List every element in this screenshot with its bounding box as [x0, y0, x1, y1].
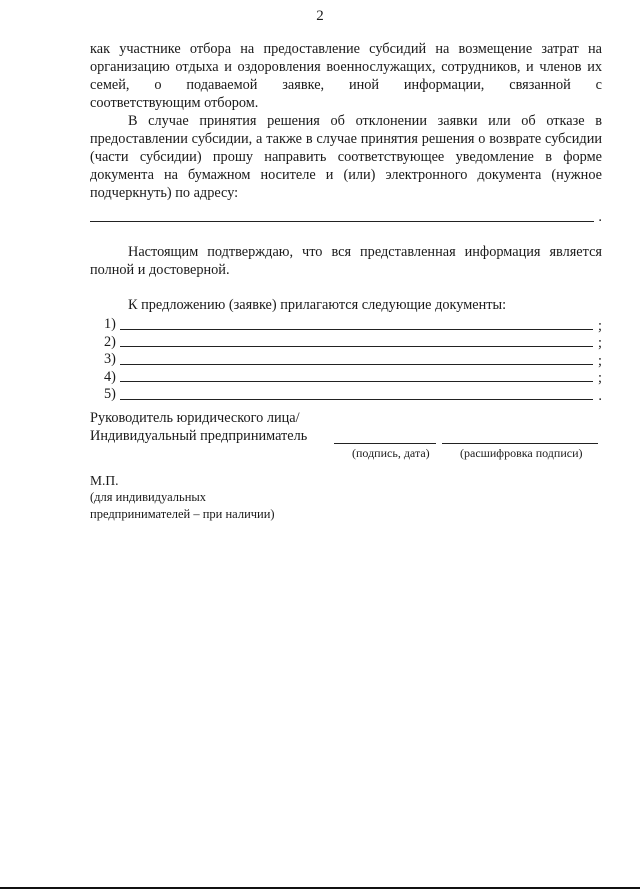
- page-number: 2: [316, 8, 324, 24]
- document-end-mark: .: [598, 387, 602, 404]
- document-row[interactable]: [90, 385, 602, 403]
- signature-block: [90, 409, 602, 460]
- stamp-block: [90, 472, 275, 523]
- document-underline: [120, 329, 593, 330]
- stamp-note-line-2: предпринимателей – при наличии): [90, 507, 275, 521]
- document-number: 5): [104, 386, 116, 402]
- document-row[interactable]: [90, 315, 602, 333]
- address-underline: [90, 221, 594, 222]
- signer-role-line-2: Индивидуальный предприниматель: [90, 428, 308, 444]
- documents-intro: К предложению (заявке) прилагаются следующие документы:: [128, 297, 507, 313]
- paragraph-notification-request: В случае принятия решения об отклонении заявки или об отказе в предоставлении субсидии, а также в случае принятия решения о возврате субсидии (части субсидии) прошу направить соответствующее уведомление в форме документа на бумажном носителе и (или) электронного документа (нужное подчеркнуть) по адресу:: [90, 113, 602, 201]
- documents-list: [90, 315, 602, 403]
- signature-caption: (подпись, дата): [352, 446, 430, 460]
- document-end-mark: ;: [598, 370, 602, 386]
- signature-field[interactable]: [334, 443, 436, 444]
- document-body: [90, 40, 602, 403]
- document-end-mark: ;: [598, 317, 602, 334]
- signature-decoding-caption: (расшифровка подписи): [460, 446, 583, 460]
- paragraph-participant-consent: [90, 40, 602, 112]
- document-underline: [120, 399, 593, 400]
- document-number: 2): [104, 333, 116, 350]
- document-underline: [120, 346, 593, 347]
- paragraph-participant-consent-text: как участнике отбора на предоставление субсидий на возмещение затрат на организацию отдыха и оздоровления военнослужащих, сотрудников, и членов их семей, о подаваемой заявке, иной информации, связанной с: [90, 41, 602, 93]
- document-number: 4): [104, 368, 116, 385]
- document-row[interactable]: [90, 350, 602, 368]
- document-row[interactable]: [90, 333, 602, 351]
- signature-decoding-field[interactable]: [442, 443, 598, 444]
- document-row[interactable]: [90, 368, 602, 386]
- document-number: 3): [104, 351, 116, 367]
- paragraph-participant-consent-tail: соответствующим отбором.: [90, 95, 259, 111]
- stamp-note-line-1: (для индивидуальных: [90, 490, 207, 504]
- page-bottom-divider: [0, 887, 640, 889]
- address-end-mark: .: [598, 209, 602, 225]
- document-number: 1): [104, 316, 116, 332]
- document-end-mark: ;: [598, 352, 602, 369]
- paragraph-confirmation: Настоящим подтверждаю, что вся представленная информация является полной и достоверной.: [90, 244, 602, 278]
- signer-role-line-1: Руководитель юридического лица/: [90, 410, 300, 426]
- document-end-mark: ;: [598, 335, 602, 351]
- document-underline: [120, 364, 593, 365]
- document-underline: [120, 381, 593, 382]
- address-field[interactable]: [90, 206, 602, 224]
- stamp-label: М.П.: [90, 473, 119, 488]
